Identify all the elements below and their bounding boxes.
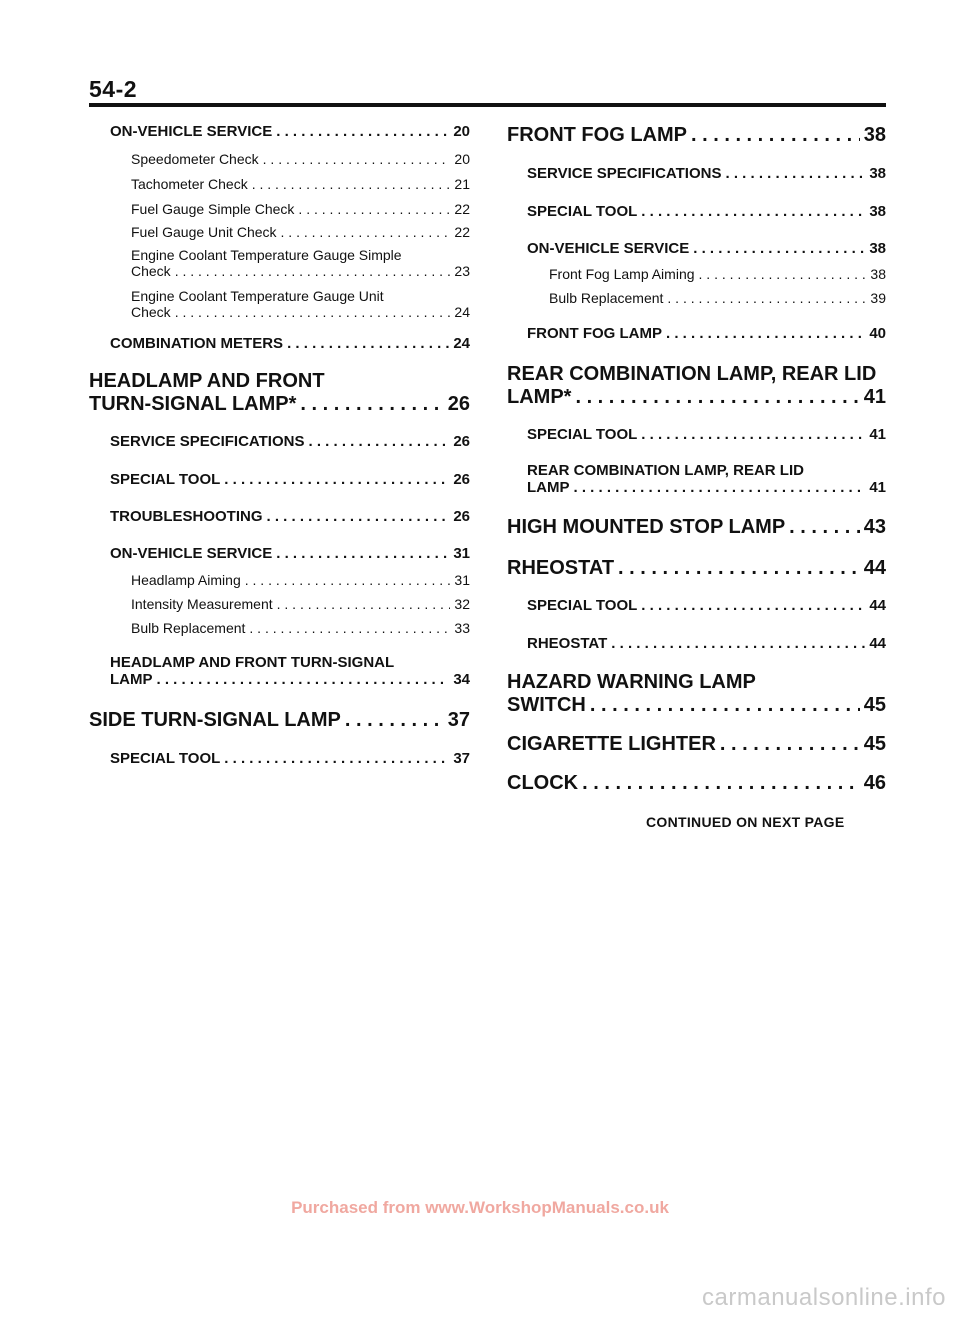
- toc-entry[interactable]: [131, 176, 470, 192]
- toc-entry-title: SPECIAL TOOL: [110, 750, 221, 767]
- toc-leader-dots: [590, 694, 860, 717]
- toc-leader-dots: [287, 335, 449, 352]
- toc-entry-page: 37: [453, 750, 470, 767]
- toc-entry[interactable]: [110, 508, 470, 525]
- toc-entry-page: 38: [870, 266, 886, 282]
- toc-entry-title: SPECIAL TOOL: [527, 597, 638, 614]
- toc-entry[interactable]: [527, 635, 886, 652]
- toc-entry-title: LAMP: [527, 479, 570, 496]
- toc-leader-dots: [618, 557, 860, 580]
- toc-entry-title: Fuel Gauge Unit Check: [131, 224, 277, 240]
- toc-leader-dots: [224, 471, 449, 488]
- toc-entry[interactable]: [89, 709, 470, 732]
- toc-entry-page: 38: [869, 203, 886, 220]
- toc-leader-dots: [245, 572, 451, 588]
- toc-leader-dots: [641, 203, 865, 220]
- toc-leader-dots: [667, 290, 866, 306]
- toc-entry-title: Tachometer Check: [131, 176, 248, 192]
- toc-entry-page: 24: [454, 304, 470, 320]
- toc-entry-title: FRONT FOG LAMP: [527, 325, 662, 342]
- toc-entry-title: Speedometer Check: [131, 151, 259, 167]
- toc-entry-page: 45: [863, 694, 886, 716]
- toc-entry-page: 26: [453, 508, 470, 525]
- toc-entry-title: Bulb Replacement: [549, 290, 664, 306]
- toc-entry-page: 31: [453, 545, 470, 562]
- toc-entry-page: 46: [863, 772, 886, 794]
- toc-entry[interactable]: [110, 335, 470, 352]
- toc-entry-page: 22: [454, 224, 470, 240]
- toc-entry-page: 41: [869, 426, 886, 443]
- toc-entry-page: 37: [447, 709, 470, 731]
- toc-entry-title: LAMP*: [507, 386, 572, 408]
- toc-leader-dots: [175, 263, 451, 279]
- toc-leader-dots: [276, 545, 449, 562]
- toc-leader-dots: [277, 596, 451, 612]
- toc-entry-page: 40: [869, 325, 886, 342]
- toc-entry-page: 23: [454, 263, 470, 279]
- toc-leader-dots: [300, 393, 443, 416]
- toc-entry-title: ON-VEHICLE SERVICE: [110, 545, 273, 562]
- toc-entry-title: SIDE TURN-SIGNAL LAMP: [89, 709, 341, 731]
- toc-entry-title: Check: [131, 304, 171, 320]
- toc-entry[interactable]: [131, 572, 470, 588]
- toc-leader-dots: [666, 325, 865, 342]
- toc-entry[interactable]: [131, 151, 470, 167]
- toc-leader-dots: [691, 124, 860, 147]
- toc-entry[interactable]: [527, 203, 886, 220]
- toc-entry[interactable]: [507, 733, 886, 756]
- site-watermark: carmanualsonline.info: [702, 1284, 946, 1311]
- toc-entry-page: 22: [454, 201, 470, 217]
- toc-entry-title: Check: [131, 263, 171, 279]
- toc-entry-page: 20: [454, 151, 470, 167]
- toc-leader-dots: [641, 597, 865, 614]
- toc-entry[interactable]: [131, 224, 470, 240]
- header-rule: [89, 103, 886, 107]
- toc-entry-title: TURN-SIGNAL LAMP*: [89, 393, 297, 415]
- toc-entry-page: 41: [863, 386, 886, 408]
- toc-leader-dots: [789, 516, 860, 539]
- toc-entry-title: TROUBLESHOOTING: [110, 508, 263, 525]
- toc-entry[interactable]: [527, 426, 886, 443]
- toc-leader-dots: [249, 620, 450, 636]
- toc-leader-dots: [693, 240, 865, 257]
- toc-entry[interactable]: [110, 471, 470, 488]
- toc-entry-page: 38: [869, 240, 886, 257]
- toc-entry[interactable]: [110, 545, 470, 562]
- toc-entry-title: ON-VEHICLE SERVICE: [110, 123, 273, 140]
- toc-entry-page: 38: [863, 124, 886, 146]
- toc-leader-dots: [611, 635, 865, 652]
- toc-entry-page: 33: [454, 620, 470, 636]
- toc-entry-title: FRONT FOG LAMP: [507, 124, 687, 146]
- toc-leader-dots: [298, 201, 450, 217]
- toc-entry-title-line1: Engine Coolant Temperature Gauge Unit: [131, 288, 384, 304]
- toc-entry[interactable]: [110, 123, 470, 140]
- toc-entry-title: SERVICE SPECIFICATIONS: [110, 433, 305, 450]
- toc-leader-dots: [252, 176, 451, 192]
- toc-leader-dots: [281, 224, 451, 240]
- toc-entry[interactable]: [131, 201, 470, 217]
- purchase-watermark: Purchased from www.WorkshopManuals.co.uk: [291, 1198, 669, 1217]
- toc-entry-page: 44: [869, 635, 886, 652]
- toc-entry[interactable]: [507, 671, 886, 717]
- toc-entry-title: CIGARETTE LIGHTER: [507, 733, 716, 755]
- toc-entry-page: 45: [863, 733, 886, 755]
- toc-entry-title: Front Fog Lamp Aiming: [549, 266, 695, 282]
- toc-entry-page: 26: [447, 393, 470, 415]
- toc-entry-page: 38: [869, 165, 886, 182]
- toc-entry-title-line1: HAZARD WARNING LAMP: [507, 671, 756, 693]
- toc-entry-page: 41: [869, 479, 886, 496]
- toc-entry[interactable]: [527, 325, 886, 342]
- toc-entry-page: 31: [454, 572, 470, 588]
- toc-leader-dots: [345, 709, 444, 732]
- toc-entry-title: HIGH MOUNTED STOP LAMP: [507, 516, 786, 538]
- toc-entry[interactable]: [89, 370, 470, 416]
- toc-entry-title: RHEOSTAT: [507, 557, 615, 579]
- toc-leader-dots: [175, 304, 451, 320]
- toc-leader-dots: [157, 671, 450, 688]
- toc-entry-title: LAMP: [110, 671, 153, 688]
- toc-entry[interactable]: [110, 750, 470, 767]
- toc-entry-title-line1: REAR COMBINATION LAMP, REAR LID: [507, 363, 877, 385]
- toc-entry-title-line1: HEADLAMP AND FRONT: [89, 370, 325, 392]
- toc-leader-dots: [582, 772, 860, 795]
- toc-entry[interactable]: [131, 620, 470, 636]
- toc-entry[interactable]: [131, 288, 470, 320]
- toc-entry-page: 44: [863, 557, 886, 579]
- toc-entry-title: SWITCH: [507, 694, 586, 716]
- toc-entry-title: SPECIAL TOOL: [110, 471, 221, 488]
- toc-entry[interactable]: [110, 433, 470, 450]
- toc-entry-title: COMBINATION METERS: [110, 335, 284, 352]
- toc-entry[interactable]: [507, 772, 886, 795]
- toc-entry[interactable]: [507, 363, 886, 409]
- toc-leader-dots: [224, 750, 449, 767]
- toc-entry-page: 39: [870, 290, 886, 306]
- toc-leader-dots: [574, 479, 866, 496]
- toc-entry-page: 44: [869, 597, 886, 614]
- toc-entry[interactable]: [507, 124, 886, 147]
- toc-entry[interactable]: [110, 654, 470, 688]
- toc-entry[interactable]: [549, 290, 886, 306]
- toc-entry[interactable]: [527, 240, 886, 257]
- toc-leader-dots: [276, 123, 449, 140]
- toc-entry-page: 43: [863, 516, 886, 538]
- toc-entry-title: ON-VEHICLE SERVICE: [527, 240, 690, 257]
- toc-entry[interactable]: [527, 165, 886, 182]
- toc-entry-page: 32: [454, 596, 470, 612]
- continued-note: CONTINUED ON NEXT PAGE: [646, 814, 845, 830]
- toc-leader-dots: [720, 733, 860, 756]
- toc-entry-page: 34: [453, 671, 470, 688]
- toc-entry-title: Fuel Gauge Simple Check: [131, 201, 295, 217]
- toc-leader-dots: [263, 151, 451, 167]
- toc-leader-dots: [575, 386, 859, 409]
- toc-entry-page: 26: [453, 433, 470, 450]
- toc-entry-title: SPECIAL TOOL: [527, 203, 638, 220]
- toc-entry-title: SERVICE SPECIFICATIONS: [527, 165, 722, 182]
- toc-leader-dots: [267, 508, 450, 525]
- toc-entry-page: 20: [453, 123, 470, 140]
- toc-entry[interactable]: [507, 557, 886, 580]
- page-number: 54-2: [89, 76, 138, 102]
- toc-entry-page: 24: [453, 335, 470, 352]
- toc-entry-title: Intensity Measurement: [131, 596, 273, 612]
- toc-entry-title-line1: Engine Coolant Temperature Gauge Simple: [131, 247, 402, 263]
- toc-entry[interactable]: [527, 462, 886, 496]
- toc-leader-dots: [699, 266, 867, 282]
- toc-entry-title: CLOCK: [507, 772, 579, 794]
- toc-leader-dots: [308, 433, 449, 450]
- toc-entry-title-line1: REAR COMBINATION LAMP, REAR LID: [527, 462, 804, 479]
- toc-entry-title-line1: HEADLAMP AND FRONT TURN-SIGNAL: [110, 654, 395, 671]
- toc-entry[interactable]: [131, 596, 470, 612]
- toc-entry[interactable]: [507, 516, 886, 539]
- toc-entry[interactable]: [549, 266, 886, 282]
- toc-leader-dots: [725, 165, 865, 182]
- toc-leader-dots: [641, 426, 865, 443]
- toc-entry[interactable]: [527, 597, 886, 614]
- toc-entry[interactable]: [131, 247, 470, 279]
- toc-entry-title: SPECIAL TOOL: [527, 426, 638, 443]
- toc-entry-page: 26: [453, 471, 470, 488]
- toc-entry-title: Bulb Replacement: [131, 620, 246, 636]
- toc-entry-title: Headlamp Aiming: [131, 572, 241, 588]
- toc-entry-page: 21: [454, 176, 470, 192]
- toc-entry-title: RHEOSTAT: [527, 635, 608, 652]
